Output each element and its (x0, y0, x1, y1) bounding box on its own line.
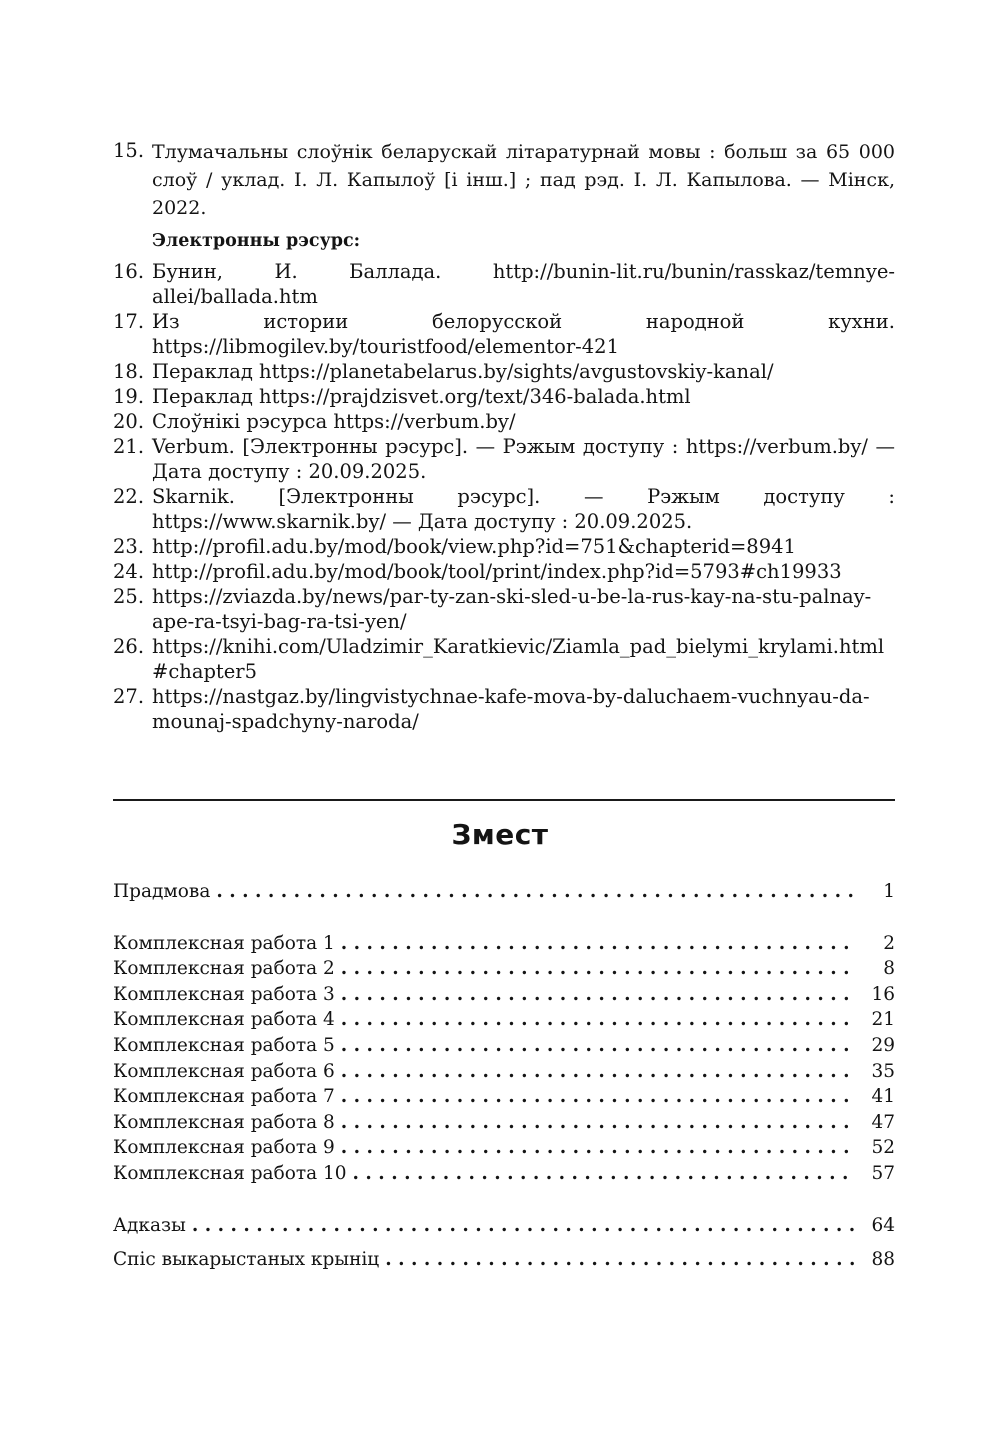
reference-text: https://knihi.com/Uladzimir_Karatkievic/Ziamla_pad_bielymi_krylami.html#chapter5 (152, 635, 885, 683)
toc-leader-dots (335, 1033, 855, 1059)
toc-entry-label: Комплексная работа 7 (113, 1086, 335, 1108)
toc-entry-work[interactable] (113, 1135, 895, 1161)
toc-entry-answers[interactable] (113, 1213, 895, 1239)
toc-entry-work[interactable] (113, 1007, 895, 1033)
toc-spacer (113, 905, 895, 931)
reference-text: Тлумачальны слоўнік беларускай літаратурнай мовы : больш за 65 000 слоў / уклад. І. Л. Капылоў [і інш.] ; пад рэд. І. Л. Капылова. — Мінск, 2022. (152, 141, 895, 219)
toc-entry-label: Комплексная работа 6 (113, 1060, 335, 1082)
reference-text: Пераклад https://prajdzisvet.org/text/346-balada.html (152, 385, 691, 408)
toc-entry-page: 47 (871, 1111, 895, 1133)
toc-entry-page: 88 (871, 1249, 895, 1271)
toc-entry-work[interactable] (113, 956, 895, 982)
toc-entry-page: 52 (871, 1137, 895, 1159)
reference-text: Пераклад https://planetabelarus.by/sights/avgustovskiy-kanal/ (152, 360, 774, 383)
reference-text: https://zviazda.by/news/par-ty-zan-ski-sled-u-be-la-rus-kay-na-stu-palnay-ape-ra-tsyi-bag-ra-tsi-yen/ (152, 585, 872, 633)
reference-number: 16. (113, 260, 145, 283)
reference-text: Skarnik. [Электронны рэсурс]. — Рэжым доступу : https://www.skarnik.by/ — Дата доступу : 20.09.2025. (152, 485, 895, 533)
toc-leader-dots (186, 1213, 855, 1239)
toc-entry-label: Комплексная работа 10 (113, 1162, 347, 1184)
toc-leader-dots (335, 1084, 855, 1110)
toc-entry-label: Комплексная работа 3 (113, 983, 335, 1005)
references-list (113, 138, 895, 734)
toc-entry-preface[interactable] (113, 879, 895, 905)
reference-item (113, 434, 895, 484)
toc-entry-label: Комплексная работа 2 (113, 958, 335, 980)
toc-entry-label: Комплексная работа 5 (113, 1034, 335, 1056)
reference-text: http://profil.adu.by/mod/book/tool/print/index.php?id=5793#ch19933 (152, 560, 842, 583)
toc-entry-page: 35 (871, 1060, 895, 1082)
toc-entry-label: Спіс выкарыстаных крыніц (113, 1249, 380, 1271)
reference-number: 15. (113, 139, 145, 162)
toc-entry-work[interactable] (113, 982, 895, 1008)
reference-item (113, 259, 895, 309)
toc-leader-dots (335, 982, 855, 1008)
reference-item (113, 684, 895, 734)
electronic-resources-heading: Электронны рэсурс: (152, 231, 361, 251)
toc-leader-dots (379, 1247, 855, 1273)
toc-entry-work[interactable] (113, 1161, 895, 1187)
reference-text: Бунин, И. Баллада. http://bunin-lit.ru/bunin/rasskaz/temnye-allei/ballada.htm (152, 260, 895, 308)
toc-entry-page: 64 (871, 1214, 895, 1236)
toc-entry-label: Прадмова (113, 881, 211, 902)
reference-item (113, 634, 895, 684)
toc-leader-dots (335, 1135, 855, 1161)
reference-text: Слоўнікі рэсурса https://verbum.by/ (152, 410, 516, 433)
toc-leader-dots (347, 1161, 855, 1187)
reference-item (113, 384, 895, 409)
toc-entry-label: Комплексная работа 1 (113, 932, 335, 954)
reference-item (113, 584, 895, 634)
reference-number: 17. (113, 310, 145, 333)
reference-number: 21. (113, 435, 145, 458)
reference-number: 18. (113, 360, 145, 383)
toc-entry-page: 8 (883, 958, 895, 980)
reference-number: 24. (113, 560, 145, 583)
toc-entry-page: 16 (871, 983, 895, 1005)
reference-item (113, 409, 895, 434)
toc-title: Змест (451, 818, 549, 851)
toc-entry-label: Комплексная работа 4 (113, 1009, 335, 1031)
reference-item (113, 309, 895, 359)
reference-number: 23. (113, 535, 145, 558)
toc-leader-dots (210, 879, 855, 905)
reference-text: Из истории белорусской народной кухни. https://libmogilev.by/touristfood/elementor-421 (152, 310, 895, 358)
reference-item (113, 138, 895, 222)
toc-spacer (113, 1187, 895, 1213)
toc-leader-dots (335, 1059, 855, 1085)
toc-leader-dots (335, 1007, 855, 1033)
toc-entry-work[interactable] (113, 1033, 895, 1059)
reference-number: 26. (113, 635, 145, 658)
reference-item (113, 359, 895, 384)
toc-entry-page: 1 (883, 881, 895, 902)
reference-number: 27. (113, 685, 145, 708)
reference-number: 20. (113, 410, 145, 433)
toc-entry-page: 41 (871, 1086, 895, 1108)
table-of-contents (113, 879, 895, 1273)
reference-text: http://profil.adu.by/mod/book/view.php?id=751&chapterid=8941 (152, 535, 796, 558)
toc-entry-page: 21 (871, 1009, 895, 1031)
reference-item (113, 484, 895, 534)
toc-leader-dots (335, 1110, 855, 1136)
toc-entry-work[interactable] (113, 1059, 895, 1085)
toc-entry-page: 29 (871, 1034, 895, 1056)
toc-entry-work[interactable] (113, 931, 895, 957)
reference-text: https://nastgaz.by/lingvistychnae-kafe-mova-by-daluchaem-vuchnyau-da-mounaj-spadchyny-naroda/ (152, 685, 870, 733)
toc-entry-page: 2 (883, 932, 895, 954)
toc-entry-label: Адказы (113, 1214, 186, 1236)
toc-entry-work[interactable] (113, 1110, 895, 1136)
section-divider (113, 799, 895, 801)
reference-number: 25. (113, 585, 145, 608)
toc-leader-dots (335, 931, 855, 957)
reference-number: 22. (113, 485, 145, 508)
toc-entry-work[interactable] (113, 1084, 895, 1110)
toc-entry-sources[interactable] (113, 1247, 895, 1273)
toc-entry-label: Комплексная работа 9 (113, 1137, 335, 1159)
toc-spacer (113, 1238, 895, 1247)
reference-item (113, 534, 895, 559)
toc-entry-label: Комплексная работа 8 (113, 1111, 335, 1133)
reference-item (113, 559, 895, 584)
reference-number: 19. (113, 385, 145, 408)
toc-leader-dots (335, 956, 855, 982)
toc-entry-page: 57 (871, 1162, 895, 1184)
reference-text: Verbum. [Электронны рэсурс]. — Рэжым доступу : https://verbum.by/ — Дата доступу : 20.09.2025. (152, 435, 895, 483)
